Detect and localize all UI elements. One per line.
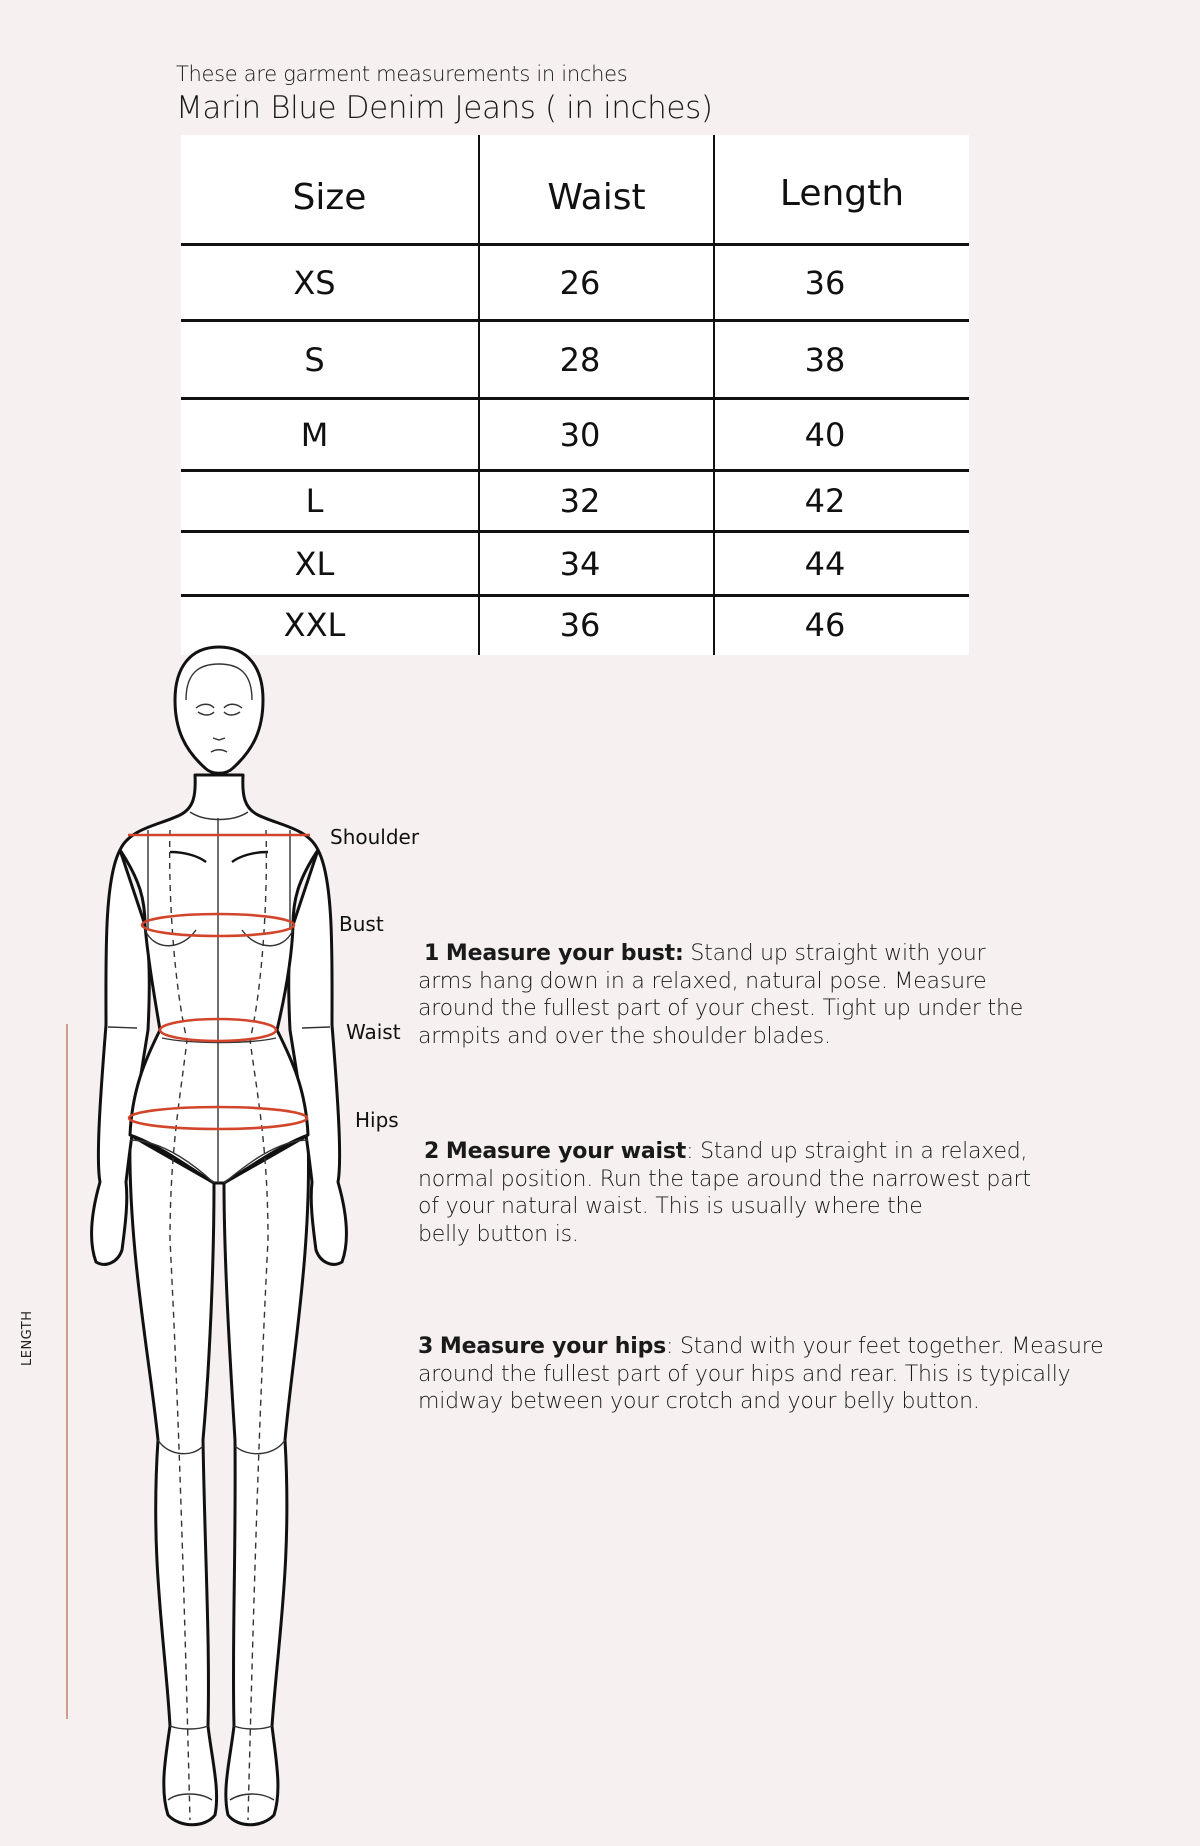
waist-cell: 34 bbox=[559, 544, 601, 583]
size-cell: XL bbox=[294, 544, 335, 583]
body-measurement-figure bbox=[0, 640, 420, 1846]
length-cell: 36 bbox=[804, 263, 846, 302]
column-header-waist: Waist bbox=[547, 176, 646, 218]
bust-label: Bust bbox=[339, 912, 384, 936]
waist-cell: 30 bbox=[559, 415, 601, 454]
page-title: Marin Blue Denim Jeans ( in inches) bbox=[176, 90, 713, 126]
shoulder-label: Shoulder bbox=[330, 825, 420, 849]
size-cell: XXL bbox=[283, 606, 346, 644]
waist-cell: 32 bbox=[559, 482, 601, 520]
bust-instructions: 1 Measure your bust: Stand up straight with your arms hang down in a relaxed, natural pose. Measure around the fullest part of your chest. Tight up under the armpits and over the shoulder blades. bbox=[418, 941, 1024, 1049]
waist-label: Waist bbox=[346, 1020, 401, 1044]
waist-cell: 36 bbox=[559, 606, 601, 644]
length-cell: 42 bbox=[804, 482, 846, 520]
length-cell: 40 bbox=[804, 415, 846, 454]
length-cell: 44 bbox=[804, 544, 846, 583]
left-leg bbox=[130, 1135, 217, 1825]
length-cell: 46 bbox=[804, 606, 846, 644]
length-label: LENGTH bbox=[20, 1310, 35, 1366]
waist-cell: 28 bbox=[559, 340, 601, 379]
size-chart-table bbox=[181, 135, 969, 655]
hips-instructions: 3 Measure your hips: Stand with your feet together. Measure around the fullest part of your hips and rear. This is typically midway between your crotch and your belly button. bbox=[418, 1334, 1104, 1414]
instruction-number: 1 bbox=[424, 941, 440, 966]
waist-cell: 26 bbox=[559, 263, 601, 302]
head bbox=[175, 647, 263, 773]
hips-label: Hips bbox=[355, 1108, 399, 1132]
size-cell: S bbox=[304, 340, 325, 379]
subtitle: These are garment measurements in inches bbox=[176, 62, 628, 86]
waist-instructions: 2 Measure your waist: Stand up straight in a relaxed, normal position. Run the tape around the narrowest part of your natural waist. This is usually where the belly button is. bbox=[418, 1139, 1031, 1247]
instruction-number: 2 bbox=[424, 1139, 440, 1164]
column-header-size: Size bbox=[292, 176, 367, 218]
instruction-heading: Measure your hips bbox=[439, 1334, 667, 1359]
instruction-number: 3 bbox=[418, 1334, 434, 1359]
size-cell: L bbox=[305, 482, 324, 520]
instruction-heading: Measure your bust: bbox=[445, 941, 684, 966]
instruction-heading: Measure your waist bbox=[445, 1139, 687, 1164]
length-cell: 38 bbox=[804, 340, 846, 379]
column-header-length: Length bbox=[779, 172, 905, 214]
size-cell: M bbox=[300, 415, 329, 454]
size-cell: XS bbox=[293, 263, 336, 302]
right-leg bbox=[224, 1135, 309, 1825]
